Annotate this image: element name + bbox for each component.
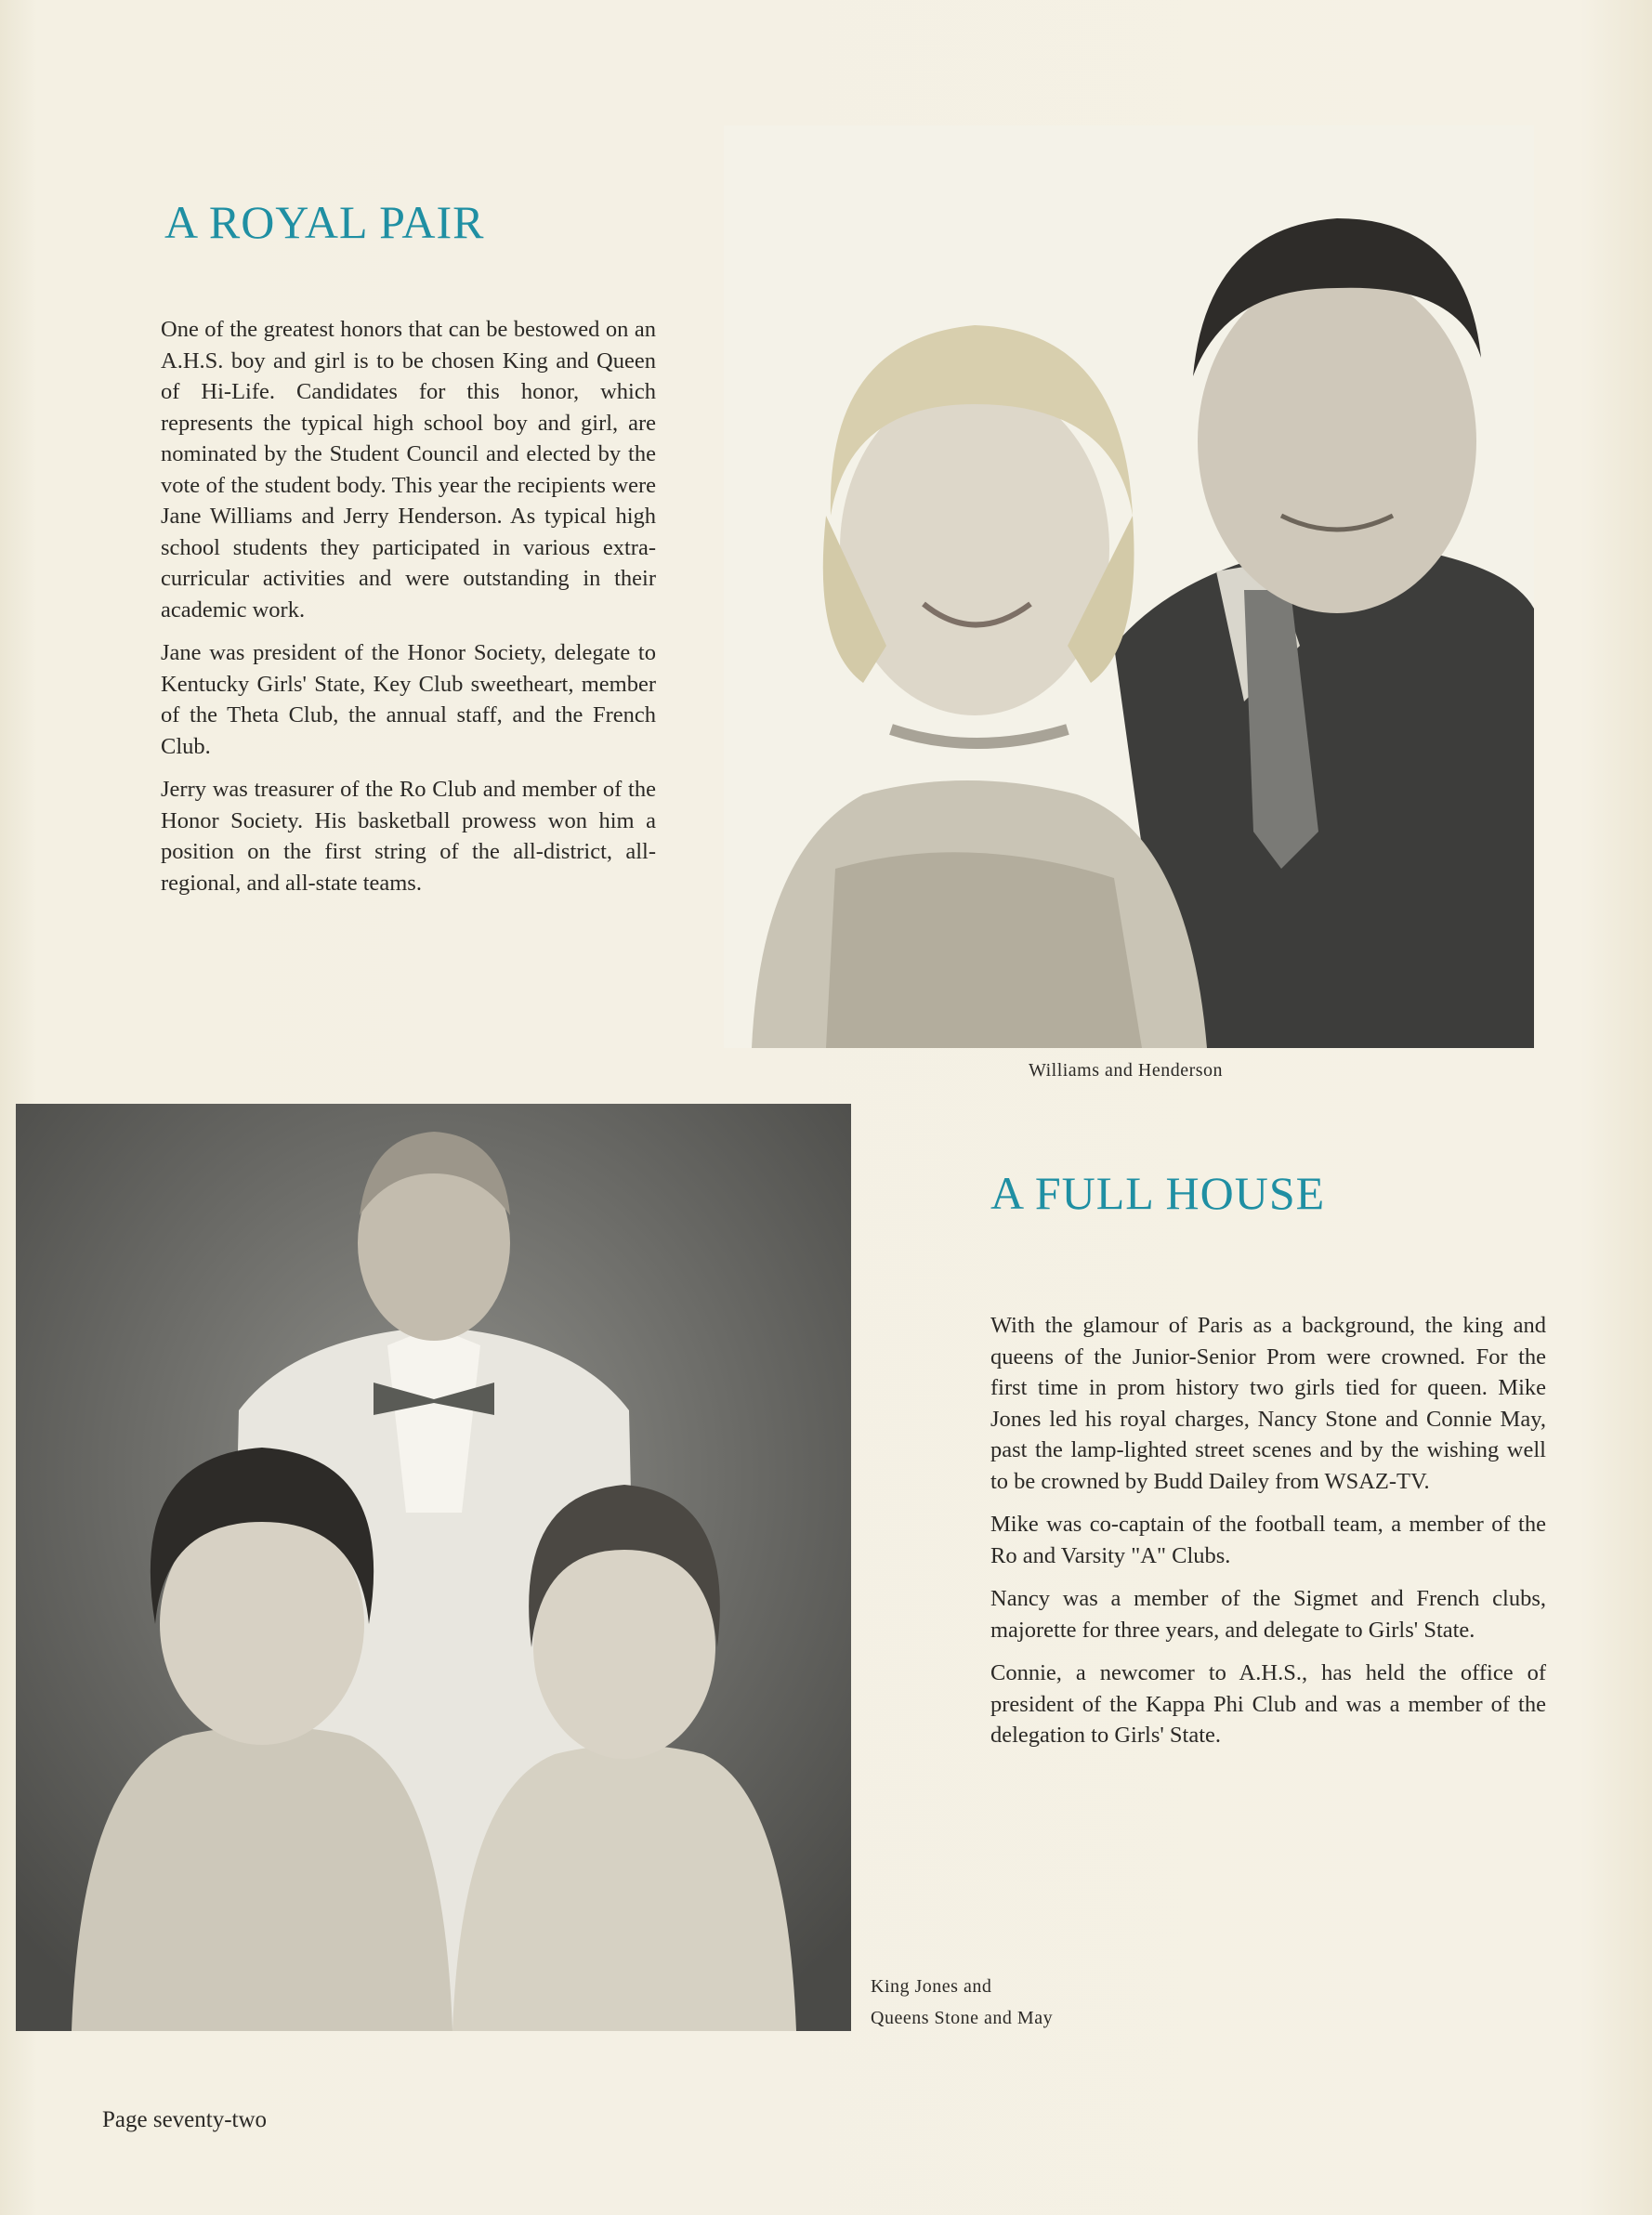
full-house-paragraph-1: With the glamour of Paris as a background, the king and queens of the Junior-Senior Prom were crowned. For the first time in prom history two girls tied for queen. Mike Jones led his royal charges, Nancy Stone and Connie May, past the lamp-lighted street scenes and by the wishing well to be crowned by Budd Dailey from WSAZ-TV. xyxy=(990,1313,1546,1494)
full-house-photo-caption xyxy=(871,1971,1053,2034)
full-house-heading: A FULL HOUSE xyxy=(990,1167,1326,1219)
full-house-text xyxy=(990,1310,1546,1763)
royal-pair-photo xyxy=(724,125,1534,1048)
full-house-paragraph-3: Nancy was a member of the Sigmet and French clubs, majorette for three years, and delegate to Girls' State. xyxy=(990,1586,1546,1643)
royal-pair-text xyxy=(161,314,656,911)
royal-pair-photo-caption: Williams and Henderson xyxy=(1029,1060,1224,1081)
royal-pair-paragraph-2: Jane was president of the Honor Society, delegate to Kentucky Girls' State, Key Club sweetheart, member of the Theta Club, the annual staff, and the French Club. xyxy=(161,640,656,759)
royal-pair-heading: A ROYAL PAIR xyxy=(164,196,485,248)
royal-pair-paragraph-1: One of the greatest honors that can be bestowed on an A.H.S. boy and girl is to be chosen King and Queen of Hi-Life. Candidates for this honor, which represents the typical high school boy and girl, are nominated by the Student Council and elected by the vote of the student body. This year the recipients were Jane Williams and Jerry Henderson. As typical high school students they participated in various extra-curricular activities and were outstanding in their academic work. xyxy=(161,317,656,623)
full-house-caption-line-1: King Jones and xyxy=(871,1976,992,1997)
full-house-photo xyxy=(16,1104,851,2031)
royal-pair-paragraph-3: Jerry was treasurer of the Ro Club and member of the Honor Society. His basketball prowess won him a position on the first string of the all-district, all-regional, and all-state teams. xyxy=(161,777,656,896)
full-house-caption-line-2: Queens Stone and May xyxy=(871,2008,1054,2028)
full-house-paragraph-2: Mike was co-captain of the football team, a member of the Ro and Varsity "A" Clubs. xyxy=(990,1512,1546,1568)
page-number: Page seventy-two xyxy=(102,2107,268,2132)
full-house-paragraph-4: Connie, a newcomer to A.H.S., has held the office of president of the Kappa Phi Club and was a member of the delegation to Girls' State. xyxy=(990,1660,1546,1748)
